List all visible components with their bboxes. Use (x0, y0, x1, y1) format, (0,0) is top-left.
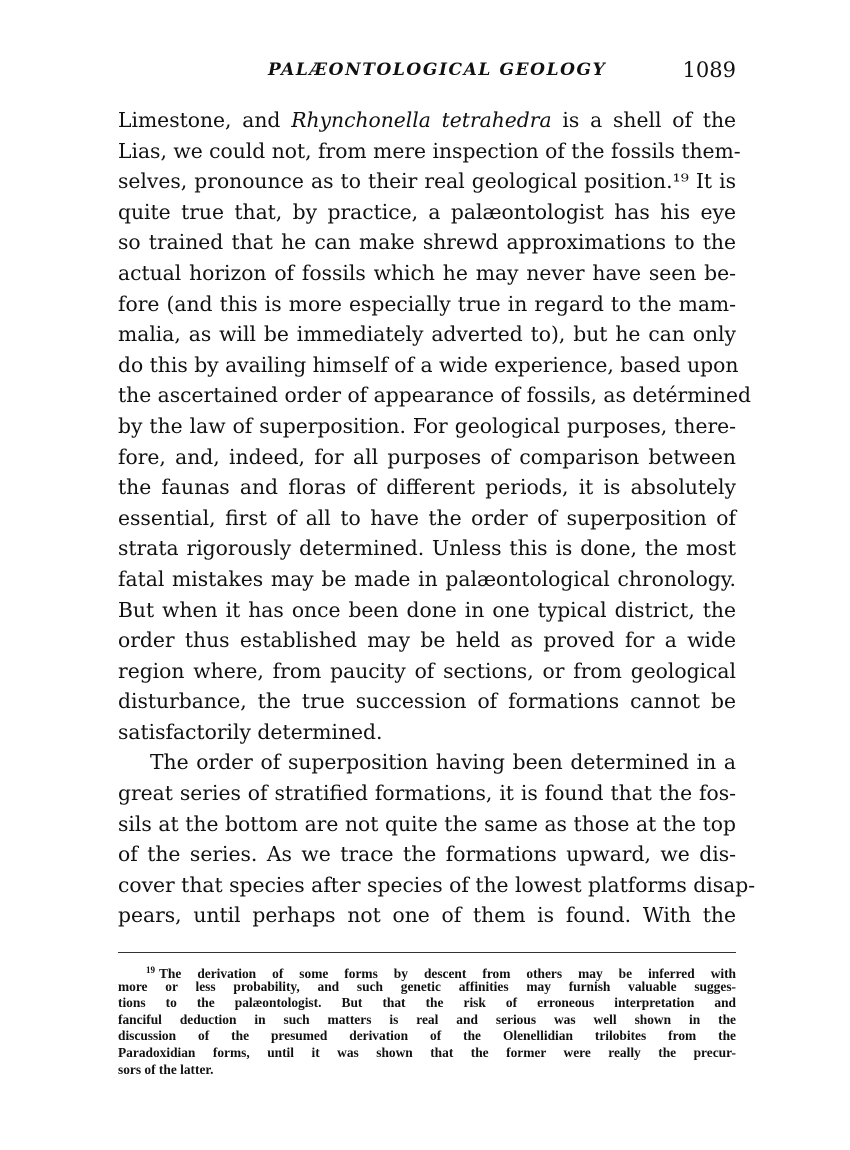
footnote-line (118, 962, 736, 979)
footnote-text: fanciful deduction in such matters is real and serious was well shown in the (118, 1011, 736, 1027)
text-segment: order thus established may be held as proved for a wide (118, 628, 736, 653)
text-line (118, 411, 736, 442)
text-segment: quite true that, by practice, a palæontologist has his eye (118, 199, 736, 224)
text-segment: the faunas and floras of different periods, it is absolutely (118, 475, 736, 500)
text-line (118, 166, 736, 197)
text-line (118, 809, 736, 840)
footnote-text: Paradoxidian forms, until it was shown that the former were really the precur- (118, 1044, 736, 1060)
text-segment: Limestone, and (118, 108, 292, 132)
footnote-line (118, 1062, 736, 1079)
text-line (118, 105, 736, 136)
text-segment: The order of superposition having been determined in a (150, 750, 736, 775)
text-segment: Lias, we could not, from mere inspection of the fossils them- (118, 138, 741, 163)
text-segment: malia, as will be immediately adverted to), but he can only (118, 322, 736, 347)
text-line (118, 503, 736, 534)
footnote-line (118, 1028, 736, 1045)
text-line (118, 870, 756, 901)
text-segment: fatal mistakes may be made in palæontological chronology. (118, 566, 736, 591)
text-line (118, 472, 736, 503)
text-line (118, 289, 736, 320)
text-segment: by the law of superposition. For geological purposes, there- (118, 413, 736, 438)
text-line (118, 136, 741, 167)
text-segment: satisfactorily determined. (118, 719, 383, 744)
text-segment: disturbance, the true succession of formations cannot be (118, 689, 736, 714)
footnotes (118, 962, 736, 1078)
footnote-line (118, 979, 736, 996)
text-segment: essential, first of all to have the order of superposition of (118, 505, 736, 530)
text-line (118, 258, 736, 289)
text-segment: cover that species after species of the lowest platforms disap- (118, 872, 756, 897)
text-segment: actual horizon of fossils which he may never have seen be- (118, 260, 736, 285)
text-line (118, 533, 736, 564)
text-line (118, 839, 736, 870)
body-text (118, 105, 756, 931)
footnote-text: tions to the palæontologist. But that the risk of erroneous interpretation and (118, 995, 736, 1011)
italic-species-name: Rhynchonella tetrahedra (291, 108, 552, 132)
footnote-marker: 19 (146, 965, 155, 975)
text-segment: region where, from paucity of sections, or from geological (118, 658, 736, 683)
text-line (118, 197, 736, 228)
text-line (118, 656, 736, 687)
text-line (118, 625, 736, 656)
text-segment: But when it has once been done in one typical district, the (118, 597, 736, 622)
text-line (118, 350, 739, 381)
text-line (118, 900, 736, 931)
text-segment: great series of stratified formations, it is found that the fos- (118, 781, 736, 806)
text-line (118, 595, 736, 626)
text-segment: selves, pronounce as to their real geological position.¹⁹ It is (118, 169, 736, 194)
text-segment: is a shell of the (551, 108, 737, 132)
text-line (118, 442, 736, 473)
text-line (118, 319, 736, 350)
text-segment: so trained that he can make shrewd approximations to the (118, 230, 736, 255)
text-line (118, 747, 736, 778)
text-segment: do this by availing himself of a wide experience, based upon (118, 352, 739, 377)
footnote-text: discussion of the presumed derivation of the Olenellidian trilobites from the (118, 1028, 736, 1044)
text-segment: of the series. As we trace the formations upward, we dis- (118, 842, 736, 867)
text-segment: the ascertained order of appearance of fossils, as detérmined (118, 383, 751, 408)
footnote-line (118, 1012, 736, 1029)
footnote-text: more or less probability, and such genetic affinities may furnish valuable sugges- (118, 978, 736, 994)
text-line (118, 227, 736, 258)
footnote-rule (118, 952, 736, 953)
text-segment: fore (and this is more especially true in regard to the mam- (118, 291, 736, 316)
text-line (118, 778, 736, 809)
text-line (118, 380, 751, 411)
running-title: PALÆONTOLOGICAL GEOLOGY (268, 60, 607, 80)
text-line (118, 564, 736, 595)
text-segment: strata rigorously determined. Unless this is done, the most (118, 536, 736, 561)
footnote-text: The derivation of some forms by descent from others may be inferred with (159, 966, 736, 981)
footnote-line (118, 1045, 736, 1062)
text-line (118, 686, 736, 717)
footnote-line (118, 995, 736, 1012)
text-line (118, 717, 736, 748)
page-number: 1089 (682, 58, 736, 82)
text-segment: fore, and, indeed, for all purposes of comparison between (118, 444, 736, 469)
running-head (118, 60, 736, 88)
text-segment: sils at the bottom are not quite the same as those at the top (118, 811, 736, 836)
text-segment: pears, until perhaps not one of them is found. With the (118, 903, 736, 928)
footnote-text: sors of the latter. (118, 1061, 214, 1077)
